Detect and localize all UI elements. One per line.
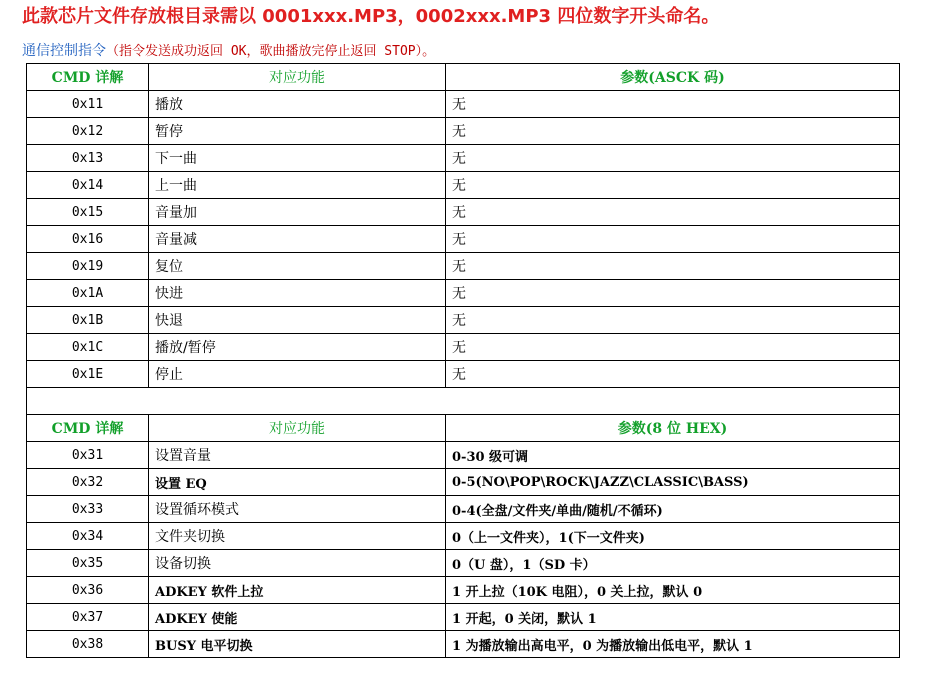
table-row (27, 361, 900, 388)
cmd-code: 0x16 (27, 226, 149, 253)
function-name: 设备切换 (149, 550, 446, 577)
function-name: 暂停 (149, 118, 446, 145)
table-row (27, 118, 900, 145)
function-name: ADKEY 使能 (149, 604, 446, 631)
table-row (27, 496, 900, 523)
parameter-value: 无 (446, 145, 900, 172)
function-name: 音量减 (149, 226, 446, 253)
table-row (27, 253, 900, 280)
table-header-row (27, 415, 900, 442)
parameter-value: 0-30 级可调 (446, 442, 900, 469)
cmd-code: 0x15 (27, 199, 149, 226)
cmd-code: 0x37 (27, 604, 149, 631)
function-name: 文件夹切换 (149, 523, 446, 550)
header-function: 对应功能 (149, 415, 446, 442)
table-row (27, 577, 900, 604)
parameter-value: 1 开上拉（10K 电阻），0 关上拉，默认 0 (446, 577, 900, 604)
cmd-code: 0x1E (27, 361, 149, 388)
table-row (27, 334, 900, 361)
cmd-code: 0x19 (27, 253, 149, 280)
function-name: 停止 (149, 361, 446, 388)
table-row (27, 199, 900, 226)
table-row (27, 307, 900, 334)
section-spacer-row (27, 388, 900, 415)
parameter-value: 无 (446, 172, 900, 199)
function-name: 播放 (149, 91, 446, 118)
parameter-value: 0（上一文件夹），1(下一文件夹) (446, 523, 900, 550)
function-name: 复位 (149, 253, 446, 280)
parameter-value: 无 (446, 118, 900, 145)
parameter-value: 0-4(全盘/文件夹/单曲/随机/不循环) (446, 496, 900, 523)
table-row (27, 226, 900, 253)
cmd-code: 0x14 (27, 172, 149, 199)
table-row (27, 172, 900, 199)
table-row (27, 91, 900, 118)
header-cmd: CMD 详解 (27, 64, 149, 91)
function-name: 音量加 (149, 199, 446, 226)
header-parameter: 参数(ASCK 码) (446, 64, 900, 91)
parameter-value: 0（U 盘），1（SD 卡） (446, 550, 900, 577)
section-note: （指令发送成功返回 OK，歌曲播放完停止返回 STOP）。 (106, 44, 436, 59)
function-name: 设置 EQ (149, 469, 446, 496)
section-subtitle (22, 40, 435, 60)
document-headline: 此款芯片文件存放根目录需以 0001xxx.MP3，0002xxx.MP3 四位数字开头命名。 (22, 6, 720, 27)
parameter-value: 无 (446, 280, 900, 307)
cmd-code: 0x1C (27, 334, 149, 361)
function-name: 设置音量 (149, 442, 446, 469)
table-row (27, 550, 900, 577)
table-header-row (27, 64, 900, 91)
table-row (27, 442, 900, 469)
function-name: 快进 (149, 280, 446, 307)
section-title: 通信控制指令 (22, 43, 106, 59)
parameter-value: 无 (446, 226, 900, 253)
table-row (27, 280, 900, 307)
cmd-code: 0x1A (27, 280, 149, 307)
table-row (27, 604, 900, 631)
cmd-code: 0x32 (27, 469, 149, 496)
cmd-code: 0x38 (27, 631, 149, 658)
parameter-value: 0-5(NO\POP\ROCK\JAZZ\CLASSIC\BASS) (446, 469, 900, 496)
parameter-value: 无 (446, 307, 900, 334)
cmd-code: 0x34 (27, 523, 149, 550)
function-name: ADKEY 软件上拉 (149, 577, 446, 604)
cmd-code: 0x13 (27, 145, 149, 172)
function-name: 上一曲 (149, 172, 446, 199)
header-function: 对应功能 (149, 64, 446, 91)
parameter-value: 无 (446, 199, 900, 226)
parameter-value: 无 (446, 91, 900, 118)
function-name: 快退 (149, 307, 446, 334)
cmd-code: 0x12 (27, 118, 149, 145)
cmd-code: 0x1B (27, 307, 149, 334)
function-name: BUSY 电平切换 (149, 631, 446, 658)
header-cmd: CMD 详解 (27, 415, 149, 442)
function-name: 播放/暂停 (149, 334, 446, 361)
table-row (27, 145, 900, 172)
parameter-value: 1 为播放输出高电平，0 为播放输出低电平，默认 1 (446, 631, 900, 658)
parameter-value: 无 (446, 253, 900, 280)
spacer-cell (27, 388, 900, 415)
parameter-value: 无 (446, 334, 900, 361)
cmd-code: 0x31 (27, 442, 149, 469)
cmd-code: 0x33 (27, 496, 149, 523)
cmd-code: 0x35 (27, 550, 149, 577)
cmd-code: 0x36 (27, 577, 149, 604)
parameter-value: 无 (446, 361, 900, 388)
command-table (26, 63, 900, 658)
parameter-value: 1 开起，0 关闭，默认 1 (446, 604, 900, 631)
table-row (27, 469, 900, 496)
table-row (27, 631, 900, 658)
cmd-code: 0x11 (27, 91, 149, 118)
header-parameter: 参数(8 位 HEX) (446, 415, 900, 442)
function-name: 下一曲 (149, 145, 446, 172)
table-row (27, 523, 900, 550)
function-name: 设置循环模式 (149, 496, 446, 523)
